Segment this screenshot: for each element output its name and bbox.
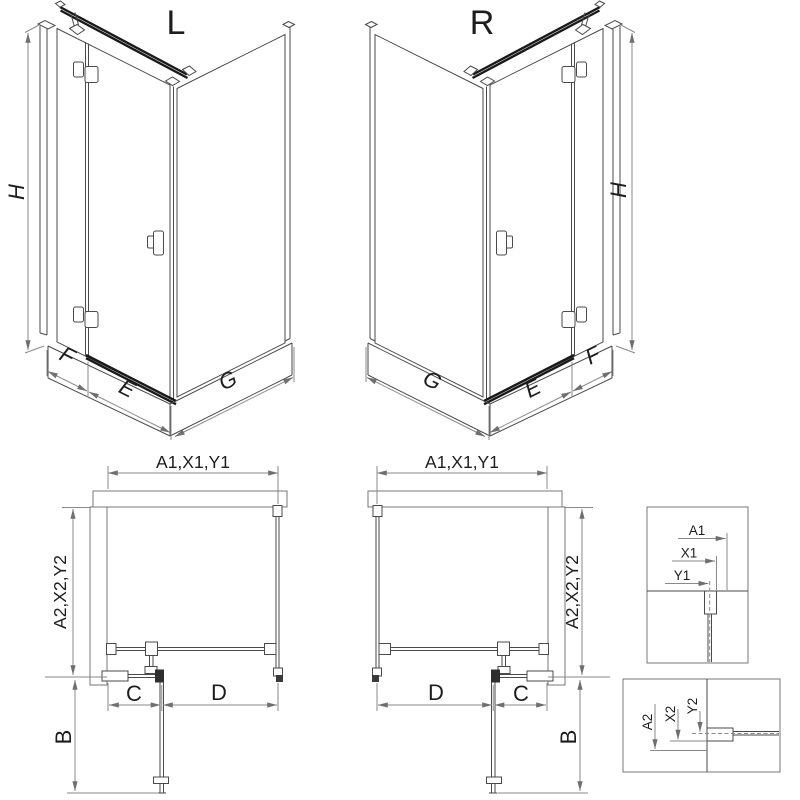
detail-top-dim-x: X1 — [680, 545, 698, 561]
detail-top-dim-a: A1 — [688, 523, 706, 538]
plan-left-side-dim: A2,X2,Y2 — [50, 555, 70, 629]
plan-left-walls — [90, 491, 287, 685]
detail-bottom-dim-x: X2 — [663, 705, 678, 723]
dim-door-left: E — [115, 373, 140, 403]
dim-door-right: E — [520, 373, 545, 403]
detail-bottom-dim-a: A2 — [640, 713, 655, 731]
dim-fixed-left: F — [55, 341, 79, 370]
detail-top-dim-y: Y1 — [673, 568, 691, 583]
plan-right-top-dim: A1,X1,Y1 — [425, 452, 499, 472]
plan-left-swing-dim: B — [51, 729, 76, 745]
plan-right-fixed-dim: C — [513, 681, 529, 706]
detail-bottom-dim-y: Y2 — [685, 697, 700, 715]
dim-height-left: H — [4, 184, 29, 200]
plan-view-left — [45, 466, 283, 793]
dim-side-right: G — [419, 365, 446, 396]
plan-left-top-dim: A1,X1,Y1 — [156, 452, 230, 472]
plan-right-side-dim: A2,X2,Y2 — [562, 555, 582, 629]
view-3d-right — [366, 1, 636, 440]
variant-label-right: R — [469, 4, 495, 42]
dim-fixed-right: F — [581, 341, 605, 370]
view-3d-left — [25, 1, 295, 440]
variant-label-left: L — [166, 4, 186, 42]
plan-left-fixed-dim: C — [126, 681, 142, 706]
dim-height-right: H — [606, 182, 631, 198]
plan-left-door-dim: D — [211, 680, 227, 705]
plan-right-swing-dim: B — [556, 729, 581, 745]
plan-right-door-dim: D — [428, 680, 444, 705]
dim-side-left: G — [214, 365, 241, 396]
plan-right-walls — [368, 491, 565, 685]
